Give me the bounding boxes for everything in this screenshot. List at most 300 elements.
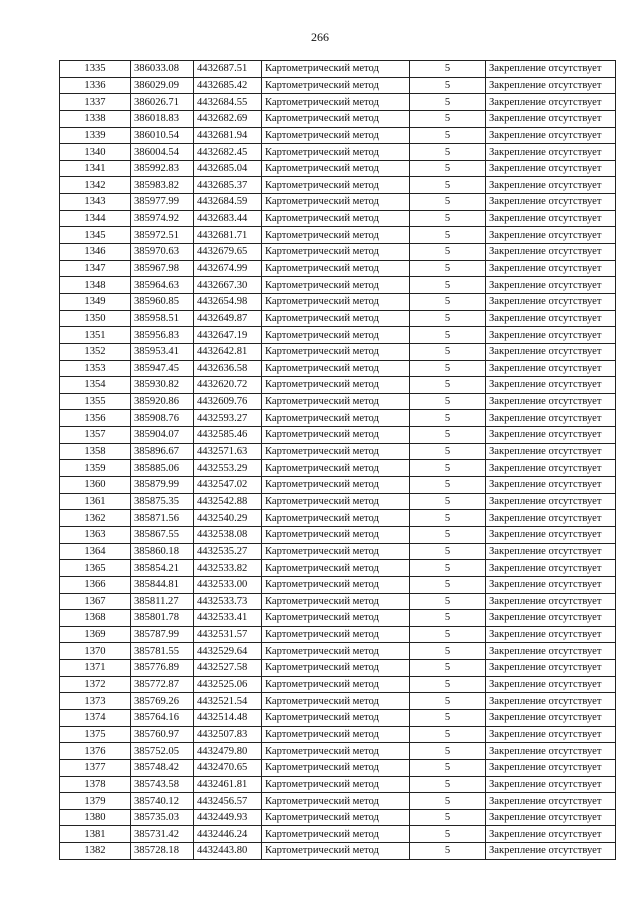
y-coordinate-cell: 4432683.44 [194,210,262,227]
y-coordinate-cell: 4432685.42 [194,77,262,94]
y-coordinate-cell: 4432443.80 [194,843,262,860]
table-row [60,693,616,710]
table-row [60,776,616,793]
table-row [60,194,616,211]
point-number-cell: 1349 [60,293,131,310]
y-coordinate-cell: 4432593.27 [194,410,262,427]
x-coordinate-cell: 386033.08 [131,61,194,78]
x-coordinate-cell: 385772.87 [131,676,194,693]
y-coordinate-cell: 4432533.41 [194,610,262,627]
y-coordinate-cell: 4432533.82 [194,560,262,577]
fixing-cell: Закрепление отсутствует [486,127,616,144]
method-cell: Картометрический метод [262,826,410,843]
y-coordinate-cell: 4432609.76 [194,393,262,410]
point-number-cell: 1362 [60,510,131,527]
accuracy-cell: 5 [410,377,486,394]
y-coordinate-cell: 4432681.94 [194,127,262,144]
method-cell: Картометрический метод [262,576,410,593]
table-row [60,477,616,494]
accuracy-cell: 5 [410,94,486,111]
fixing-cell: Закрепление отсутствует [486,543,616,560]
fixing-cell: Закрепление отсутствует [486,793,616,810]
point-number-cell: 1378 [60,776,131,793]
point-number-cell: 1364 [60,543,131,560]
x-coordinate-cell: 385811.27 [131,593,194,610]
x-coordinate-cell: 385956.83 [131,327,194,344]
table-row [60,127,616,144]
accuracy-cell: 5 [410,759,486,776]
table-row [60,809,616,826]
x-coordinate-cell: 385735.03 [131,809,194,826]
table-row [60,177,616,194]
point-number-cell: 1352 [60,343,131,360]
method-cell: Картометрический метод [262,776,410,793]
fixing-cell: Закрепление отсутствует [486,709,616,726]
table-row [60,94,616,111]
x-coordinate-cell: 385960.85 [131,293,194,310]
accuracy-cell: 5 [410,543,486,560]
method-cell: Картометрический метод [262,277,410,294]
method-cell: Картометрический метод [262,526,410,543]
y-coordinate-cell: 4432667.30 [194,277,262,294]
accuracy-cell: 5 [410,310,486,327]
y-coordinate-cell: 4432553.29 [194,460,262,477]
method-cell: Картометрический метод [262,676,410,693]
table-row [60,593,616,610]
method-cell: Картометрический метод [262,643,410,660]
x-coordinate-cell: 386004.54 [131,144,194,161]
method-cell: Картометрический метод [262,759,410,776]
point-number-cell: 1353 [60,360,131,377]
x-coordinate-cell: 385781.55 [131,643,194,660]
table-row [60,210,616,227]
fixing-cell: Закрепление отсутствует [486,110,616,127]
fixing-cell: Закрепление отсутствует [486,626,616,643]
y-coordinate-cell: 4432687.51 [194,61,262,78]
method-cell: Картометрический метод [262,693,410,710]
fixing-cell: Закрепление отсутствует [486,560,616,577]
fixing-cell: Закрепление отсутствует [486,194,616,211]
point-number-cell: 1366 [60,576,131,593]
table-row [60,443,616,460]
method-cell: Картометрический метод [262,61,410,78]
accuracy-cell: 5 [410,360,486,377]
method-cell: Картометрический метод [262,843,410,860]
x-coordinate-cell: 385972.51 [131,227,194,244]
point-number-cell: 1346 [60,244,131,261]
accuracy-cell: 5 [410,277,486,294]
accuracy-cell: 5 [410,693,486,710]
method-cell: Картометрический метод [262,560,410,577]
accuracy-cell: 5 [410,260,486,277]
fixing-cell: Закрепление отсутствует [486,826,616,843]
point-number-cell: 1342 [60,177,131,194]
point-number-cell: 1382 [60,843,131,860]
fixing-cell: Закрепление отсутствует [486,160,616,177]
method-cell: Картометрический метод [262,510,410,527]
fixing-cell: Закрепление отсутствует [486,693,616,710]
point-number-cell: 1380 [60,809,131,826]
accuracy-cell: 5 [410,576,486,593]
y-coordinate-cell: 4432682.45 [194,144,262,161]
point-number-cell: 1341 [60,160,131,177]
y-coordinate-cell: 4432620.72 [194,377,262,394]
y-coordinate-cell: 4432571.63 [194,443,262,460]
x-coordinate-cell: 385760.97 [131,726,194,743]
y-coordinate-cell: 4432647.19 [194,327,262,344]
y-coordinate-cell: 4432531.57 [194,626,262,643]
accuracy-cell: 5 [410,776,486,793]
accuracy-cell: 5 [410,343,486,360]
table-row [60,676,616,693]
fixing-cell: Закрепление отсутствует [486,61,616,78]
fixing-cell: Закрепление отсутствует [486,293,616,310]
table-row [60,110,616,127]
fixing-cell: Закрепление отсутствует [486,377,616,394]
point-number-cell: 1370 [60,643,131,660]
table-row [60,310,616,327]
point-number-cell: 1379 [60,793,131,810]
y-coordinate-cell: 4432674.99 [194,260,262,277]
table-row [60,610,616,627]
fixing-cell: Закрепление отсутствует [486,393,616,410]
accuracy-cell: 5 [410,443,486,460]
fixing-cell: Закрепление отсутствует [486,360,616,377]
x-coordinate-cell: 385977.99 [131,194,194,211]
accuracy-cell: 5 [410,676,486,693]
x-coordinate-cell: 385970.63 [131,244,194,261]
accuracy-cell: 5 [410,127,486,144]
point-number-cell: 1348 [60,277,131,294]
fixing-cell: Закрепление отсутствует [486,743,616,760]
y-coordinate-cell: 4432540.29 [194,510,262,527]
x-coordinate-cell: 385964.63 [131,277,194,294]
accuracy-cell: 5 [410,327,486,344]
accuracy-cell: 5 [410,610,486,627]
fixing-cell: Закрепление отсутствует [486,144,616,161]
method-cell: Картометрический метод [262,160,410,177]
table-row [60,260,616,277]
x-coordinate-cell: 385896.67 [131,443,194,460]
table-row [60,793,616,810]
fixing-cell: Закрепление отсутствует [486,809,616,826]
table-row [60,560,616,577]
y-coordinate-cell: 4432685.04 [194,160,262,177]
point-number-cell: 1376 [60,743,131,760]
table-row [60,377,616,394]
method-cell: Картометрический метод [262,360,410,377]
point-number-cell: 1373 [60,693,131,710]
point-number-cell: 1337 [60,94,131,111]
x-coordinate-cell: 385776.89 [131,660,194,677]
point-number-cell: 1357 [60,427,131,444]
point-number-cell: 1340 [60,144,131,161]
accuracy-cell: 5 [410,843,486,860]
fixing-cell: Закрепление отсутствует [486,327,616,344]
fixing-cell: Закрепление отсутствует [486,776,616,793]
table-row [60,759,616,776]
point-number-cell: 1368 [60,610,131,627]
method-cell: Картометрический метод [262,626,410,643]
y-coordinate-cell: 4432449.93 [194,809,262,826]
fixing-cell: Закрепление отсутствует [486,244,616,261]
fixing-cell: Закрепление отсутствует [486,210,616,227]
table-body [60,61,616,860]
table-row [60,61,616,78]
method-cell: Картометрический метод [262,660,410,677]
table-row [60,144,616,161]
table-row [60,427,616,444]
method-cell: Картометрический метод [262,477,410,494]
accuracy-cell: 5 [410,660,486,677]
fixing-cell: Закрепление отсутствует [486,410,616,427]
y-coordinate-cell: 4432533.00 [194,576,262,593]
x-coordinate-cell: 385974.92 [131,210,194,227]
y-coordinate-cell: 4432521.54 [194,693,262,710]
table-row [60,244,616,261]
x-coordinate-cell: 385769.26 [131,693,194,710]
y-coordinate-cell: 4432585.46 [194,427,262,444]
method-cell: Картометрический метод [262,94,410,111]
y-coordinate-cell: 4432479.80 [194,743,262,760]
table-row [60,576,616,593]
method-cell: Картометрический метод [262,743,410,760]
table-row [60,543,616,560]
x-coordinate-cell: 386010.54 [131,127,194,144]
x-coordinate-cell: 385731.42 [131,826,194,843]
x-coordinate-cell: 385947.45 [131,360,194,377]
x-coordinate-cell: 385879.99 [131,477,194,494]
y-coordinate-cell: 4432684.55 [194,94,262,111]
x-coordinate-cell: 385967.98 [131,260,194,277]
method-cell: Картометрический метод [262,610,410,627]
fixing-cell: Закрепление отсутствует [486,343,616,360]
x-coordinate-cell: 385764.16 [131,709,194,726]
accuracy-cell: 5 [410,244,486,261]
y-coordinate-cell: 4432682.69 [194,110,262,127]
y-coordinate-cell: 4432649.87 [194,310,262,327]
x-coordinate-cell: 385908.76 [131,410,194,427]
accuracy-cell: 5 [410,809,486,826]
table-row [60,660,616,677]
y-coordinate-cell: 4432535.27 [194,543,262,560]
x-coordinate-cell: 385885.06 [131,460,194,477]
method-cell: Картометрический метод [262,377,410,394]
method-cell: Картометрический метод [262,260,410,277]
point-number-cell: 1344 [60,210,131,227]
fixing-cell: Закрепление отсутствует [486,843,616,860]
y-coordinate-cell: 4432542.88 [194,493,262,510]
table-row [60,626,616,643]
fixing-cell: Закрепление отсутствует [486,726,616,743]
method-cell: Картометрический метод [262,543,410,560]
point-number-cell: 1347 [60,260,131,277]
fixing-cell: Закрепление отсутствует [486,427,616,444]
table-row [60,826,616,843]
fixing-cell: Закрепление отсутствует [486,277,616,294]
point-number-cell: 1371 [60,660,131,677]
table-row [60,493,616,510]
table-row [60,160,616,177]
method-cell: Картометрический метод [262,427,410,444]
point-number-cell: 1367 [60,593,131,610]
fixing-cell: Закрепление отсутствует [486,94,616,111]
y-coordinate-cell: 4432456.57 [194,793,262,810]
point-number-cell: 1351 [60,327,131,344]
method-cell: Картометрический метод [262,460,410,477]
fixing-cell: Закрепление отсутствует [486,526,616,543]
fixing-cell: Закрепление отсутствует [486,676,616,693]
point-number-cell: 1369 [60,626,131,643]
x-coordinate-cell: 385854.21 [131,560,194,577]
table-row [60,526,616,543]
method-cell: Картометрический метод [262,227,410,244]
method-cell: Картометрический метод [262,709,410,726]
point-number-cell: 1335 [60,61,131,78]
fixing-cell: Закрепление отсутствует [486,310,616,327]
method-cell: Картометрический метод [262,127,410,144]
table-row [60,410,616,427]
x-coordinate-cell: 385875.35 [131,493,194,510]
point-number-cell: 1377 [60,759,131,776]
accuracy-cell: 5 [410,160,486,177]
accuracy-cell: 5 [410,61,486,78]
fixing-cell: Закрепление отсутствует [486,443,616,460]
table-row [60,227,616,244]
accuracy-cell: 5 [410,477,486,494]
x-coordinate-cell: 385801.78 [131,610,194,627]
accuracy-cell: 5 [410,293,486,310]
table-row [60,343,616,360]
accuracy-cell: 5 [410,510,486,527]
table-row [60,843,616,860]
x-coordinate-cell: 385743.58 [131,776,194,793]
table-row [60,510,616,527]
point-number-cell: 1336 [60,77,131,94]
fixing-cell: Закрепление отсутствует [486,593,616,610]
x-coordinate-cell: 385983.82 [131,177,194,194]
fixing-cell: Закрепление отсутствует [486,77,616,94]
table-row [60,393,616,410]
point-number-cell: 1358 [60,443,131,460]
x-coordinate-cell: 385860.18 [131,543,194,560]
fixing-cell: Закрепление отсутствует [486,477,616,494]
accuracy-cell: 5 [410,526,486,543]
method-cell: Картометрический метод [262,77,410,94]
accuracy-cell: 5 [410,643,486,660]
fixing-cell: Закрепление отсутствует [486,227,616,244]
method-cell: Картометрический метод [262,293,410,310]
page-number: 266 [311,30,329,44]
fixing-cell: Закрепление отсутствует [486,177,616,194]
point-number-cell: 1375 [60,726,131,743]
table-row [60,327,616,344]
y-coordinate-cell: 4432679.65 [194,244,262,261]
point-number-cell: 1360 [60,477,131,494]
y-coordinate-cell: 4432642.81 [194,343,262,360]
fixing-cell: Закрепление отсутствует [486,260,616,277]
accuracy-cell: 5 [410,393,486,410]
y-coordinate-cell: 4432525.06 [194,676,262,693]
method-cell: Картометрический метод [262,210,410,227]
accuracy-cell: 5 [410,177,486,194]
x-coordinate-cell: 385752.05 [131,743,194,760]
method-cell: Картометрический метод [262,726,410,743]
y-coordinate-cell: 4432538.08 [194,526,262,543]
accuracy-cell: 5 [410,144,486,161]
point-number-cell: 1355 [60,393,131,410]
method-cell: Картометрический метод [262,793,410,810]
y-coordinate-cell: 4432507.83 [194,726,262,743]
accuracy-cell: 5 [410,826,486,843]
y-coordinate-cell: 4432547.02 [194,477,262,494]
point-number-cell: 1339 [60,127,131,144]
coordinates-table [59,60,616,860]
accuracy-cell: 5 [410,793,486,810]
point-number-cell: 1343 [60,194,131,211]
fixing-cell: Закрепление отсутствует [486,510,616,527]
x-coordinate-cell: 386029.09 [131,77,194,94]
method-cell: Картометрический метод [262,410,410,427]
accuracy-cell: 5 [410,626,486,643]
accuracy-cell: 5 [410,726,486,743]
method-cell: Картометрический метод [262,310,410,327]
fixing-cell: Закрепление отсутствует [486,610,616,627]
table-row [60,743,616,760]
x-coordinate-cell: 385958.51 [131,310,194,327]
accuracy-cell: 5 [410,210,486,227]
point-number-cell: 1350 [60,310,131,327]
table-row [60,293,616,310]
y-coordinate-cell: 4432461.81 [194,776,262,793]
x-coordinate-cell: 385748.42 [131,759,194,776]
table-row [60,460,616,477]
accuracy-cell: 5 [410,493,486,510]
point-number-cell: 1359 [60,460,131,477]
x-coordinate-cell: 386026.71 [131,94,194,111]
point-number-cell: 1338 [60,110,131,127]
fixing-cell: Закрепление отсутствует [486,759,616,776]
accuracy-cell: 5 [410,743,486,760]
x-coordinate-cell: 385930.82 [131,377,194,394]
method-cell: Картометрический метод [262,144,410,161]
accuracy-cell: 5 [410,560,486,577]
fixing-cell: Закрепление отсутствует [486,660,616,677]
y-coordinate-cell: 4432685.37 [194,177,262,194]
method-cell: Картометрический метод [262,343,410,360]
x-coordinate-cell: 385844.81 [131,576,194,593]
y-coordinate-cell: 4432514.48 [194,709,262,726]
point-number-cell: 1381 [60,826,131,843]
table-row [60,726,616,743]
table-row [60,709,616,726]
x-coordinate-cell: 385787.99 [131,626,194,643]
accuracy-cell: 5 [410,194,486,211]
x-coordinate-cell: 385728.18 [131,843,194,860]
fixing-cell: Закрепление отсутствует [486,643,616,660]
fixing-cell: Закрепление отсутствует [486,576,616,593]
method-cell: Картометрический метод [262,443,410,460]
table-row [60,643,616,660]
method-cell: Картометрический метод [262,177,410,194]
accuracy-cell: 5 [410,427,486,444]
x-coordinate-cell: 386018.83 [131,110,194,127]
table-row [60,77,616,94]
x-coordinate-cell: 385740.12 [131,793,194,810]
method-cell: Картометрический метод [262,110,410,127]
method-cell: Картометрический метод [262,327,410,344]
accuracy-cell: 5 [410,709,486,726]
